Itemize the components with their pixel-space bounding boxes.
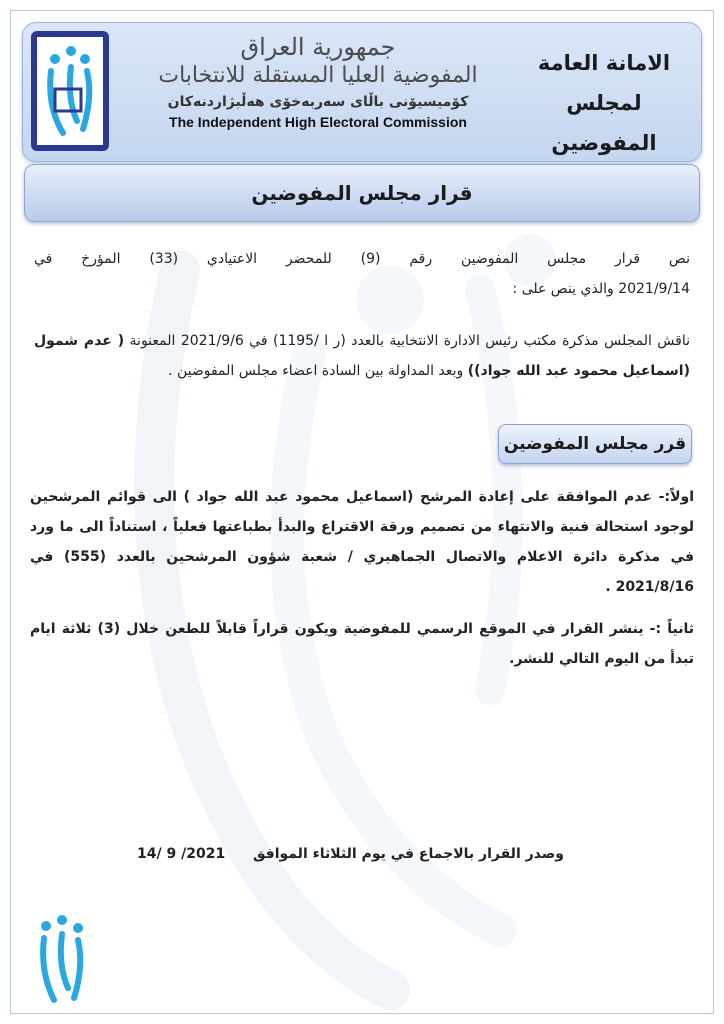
commission-name-arabic: المفوضية العليا المستقلة للانتخابات	[158, 63, 478, 88]
issuance-statement	[137, 846, 564, 862]
discussion-subject: ( عدم شمول (اسماعيل محمود عبد الله جواد))	[34, 333, 690, 379]
issuance-date: 14/ 9 /2021	[137, 846, 226, 862]
title-banner	[24, 164, 700, 222]
republic-name: جمهورية العراق	[240, 33, 396, 61]
intro-paragraph	[34, 244, 690, 304]
page-title: قرار مجلس المفوضين	[251, 181, 473, 205]
letterhead	[22, 22, 702, 162]
decision-second: ثانياً :- ينشر القرار في الموقع الرسمي للمفوضية ويكون قراراً قابلاً للطعن خلال (3) ثلاثة ايام تبدأ من اليوم التالي للنشر.	[30, 621, 695, 667]
ihec-logo-icon	[37, 37, 103, 145]
ihec-corner-logo-icon	[34, 912, 90, 1008]
commission-name-kurdish: كۆمیسیۆنی باڵای سەربەخۆی هەڵبژاردنەکان	[167, 94, 469, 110]
intro-line-2: 2021/9/14 والذي ينص على :	[512, 281, 690, 297]
logo-frame	[31, 31, 109, 151]
discussion-tail: وبعد المداولة بين السادة اعضاء مجلس المفوضين .	[168, 363, 464, 379]
secretariat-line-1: الامانة العامة	[537, 51, 671, 75]
secretariat-label	[519, 43, 689, 163]
issuance-text: وصدر القرار بالاجماع في يوم الثلاثاء الموافق	[252, 846, 564, 862]
decision-heading-banner	[498, 424, 692, 464]
discussion-paragraph	[34, 326, 690, 386]
intro-line-1: نص قرار مجلس المفوضين رقم (9) للمحضر الاعتيادي (33) المؤرخ في	[34, 251, 690, 267]
secretariat-line-2: لمجلس المفوضين	[551, 91, 657, 155]
commission-name-english: The Independent High Electoral Commission	[169, 114, 467, 130]
decision-heading: قرر مجلس المفوضين	[503, 434, 687, 454]
decision-first: اولاً:- عدم الموافقة على إعادة المرشح (اسماعيل محمود عبد الله جواد ) الى قوائم المرشحين لوجود استحالة فنية والانتهاء من تصميم ورقة الاقتراع والبدأ بطباعتها فعلياً ، استناداً الى ما ورد في مذكرة دائرة الاعلام والاتصال الجماهيري / شعبة شؤون المرشحين بالعدد (555) في 2021/8/16 .	[30, 489, 695, 595]
logo-background	[37, 37, 103, 145]
discussion-text: ناقش المجلس مذكرة مكتب رئيس الادارة الانتخابية بالعدد (ر ا /1195) في 2021/9/6 المعنونة	[129, 333, 691, 349]
commission-title-block	[123, 29, 513, 163]
